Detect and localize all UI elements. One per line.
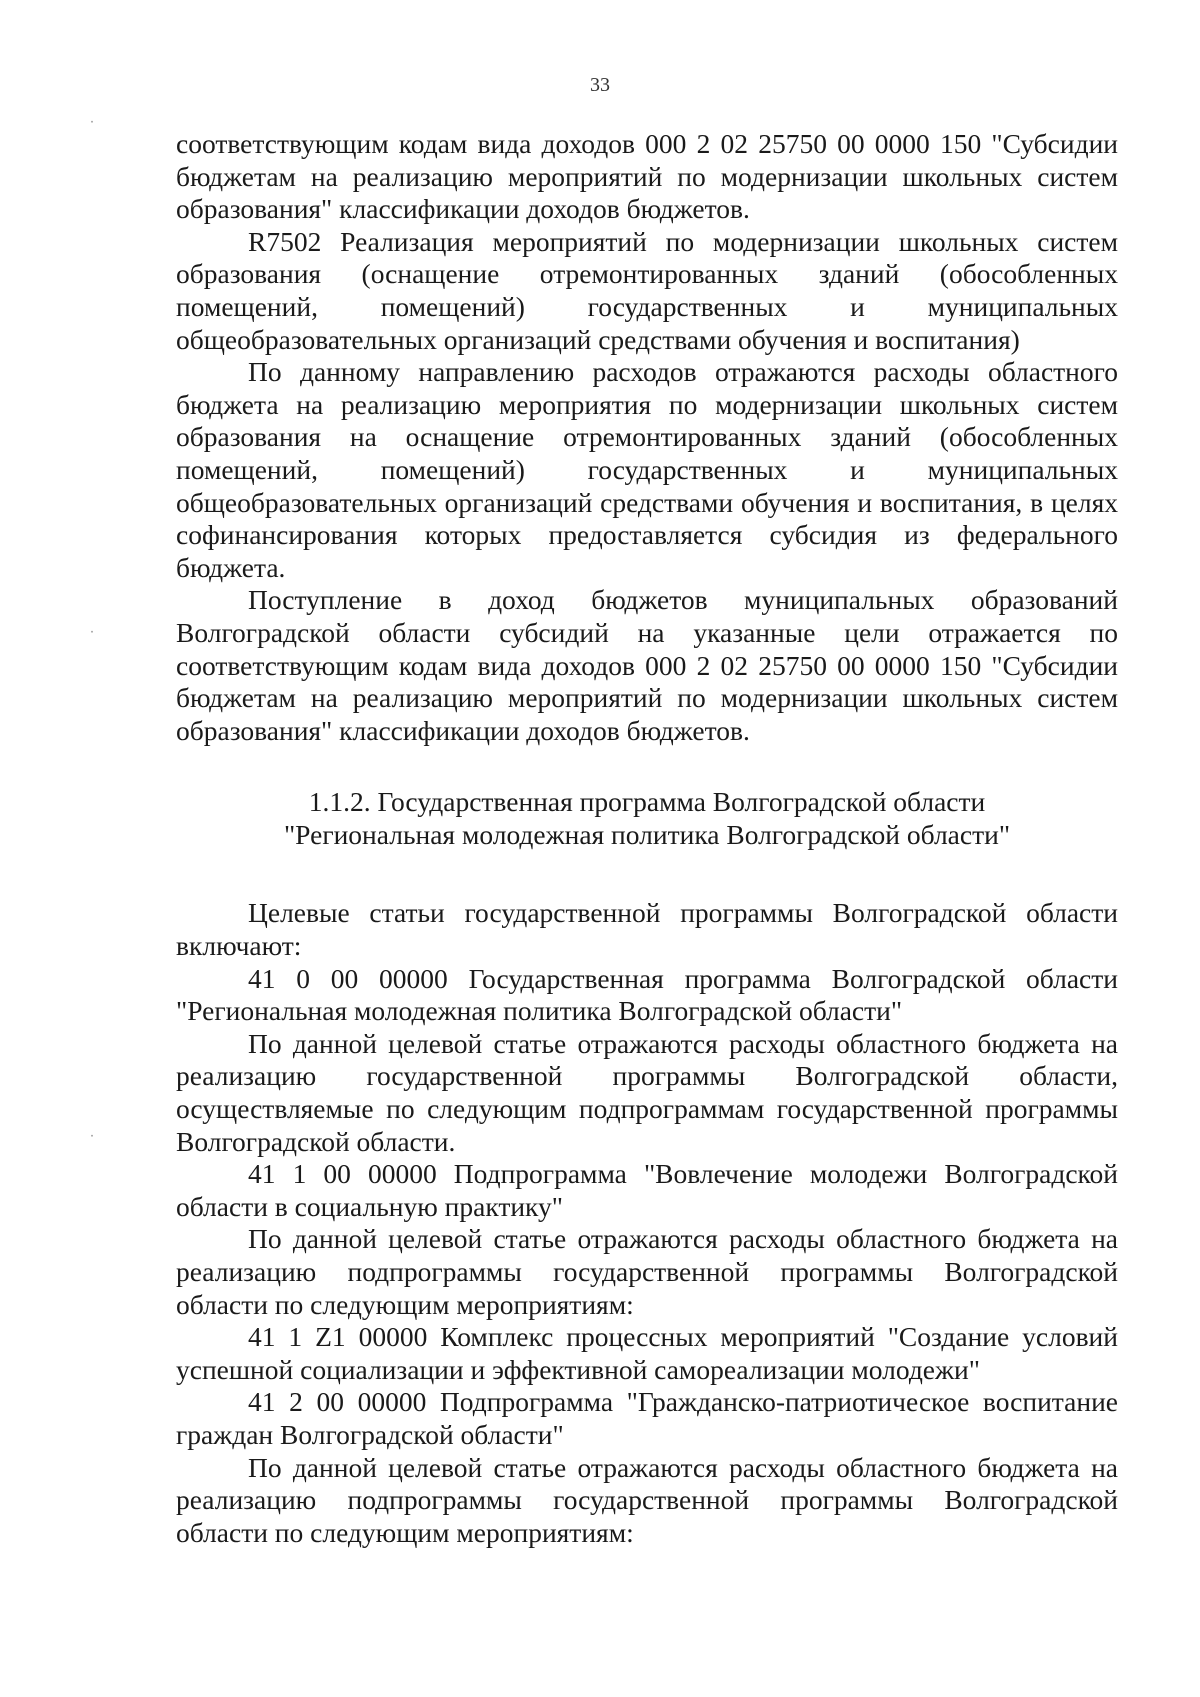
section-heading xyxy=(176,786,1118,851)
scan-artifact-mark: ˙ xyxy=(88,628,96,647)
body-paragraph: соответствующим кодам вида доходов 000 2 02 25750 00 0000 150 "Субсидии бюджетам на реализацию мероприятий по модернизации школьных систем образования" классификации доходов бюджетов. xyxy=(176,128,1118,225)
section-heading-line: 1.1.2. Государственная программа Волгоградской области xyxy=(308,786,986,818)
body-paragraph: По данной целевой статье отражаются расходы областного бюджета на реализацию подпрограммы государственной программы Волгоградской области по следующим мероприятиям: xyxy=(176,1451,1118,1548)
page-number: 33 xyxy=(590,74,610,96)
body-paragraph: R7502 Реализация мероприятий по модернизации школьных систем образования (оснащение отремонтированных зданий (обособленных помещений, помещений) государственных и муниципальных общеобразовательных организаций средствами обучения и воспитания) xyxy=(176,225,1118,355)
document-body xyxy=(176,128,1118,1549)
body-paragraph: По данному направлению расходов отражаются расходы областного бюджета на реализацию мероприятия по модернизации школьных систем образования на оснащение отремонтированных зданий (обособленных помещений, помещений) государственных и муниципальных общеобразовательных организаций средствами обучения и воспитания, в целях софинансирования которых предоставляется субсидия из федерального бюджета. xyxy=(176,356,1118,583)
body-paragraph: 41 1 Z1 00000 Комплекс процессных мероприятий "Создание условий успешной социализации и эффективной самореализации молодежи" xyxy=(176,1321,1118,1385)
body-paragraph: 41 0 00 00000 Государственная программа Волгоградской области "Региональная молодежная политика Волгоградской области" xyxy=(176,962,1118,1027)
scan-artifact-mark: ˙ xyxy=(88,1132,96,1151)
body-paragraph: 41 2 00 00000 Подпрограмма "Гражданско-патриотическое воспитание граждан Волгоградской области" xyxy=(176,1386,1118,1450)
scan-artifact-mark: ˙ xyxy=(88,118,96,137)
body-paragraph: По данной целевой статье отражаются расходы областного бюджета на реализацию государственной программы Волгоградской области, осуществляемые по следующим подпрограммам государственной программы Волгоградской области. xyxy=(176,1027,1118,1157)
body-paragraph: Поступление в доход бюджетов муниципальных образований Волгоградской области субсидий на указанные цели отражается по соответствующим кодам вида доходов 000 2 02 25750 00 0000 150 "Субсидии бюджетам на реализацию мероприятий по модернизации школьных систем образования" классификации доходов бюджетов. xyxy=(176,584,1118,746)
section-heading-line: "Региональная молодежная политика Волгоградской области" xyxy=(283,818,1011,850)
body-paragraph: Целевые статьи государственной программы Волгоградской области включают: xyxy=(176,897,1118,962)
body-paragraph: По данной целевой статье отражаются расходы областного бюджета на реализацию подпрограммы государственной программы Волгоградской области по следующим мероприятиям: xyxy=(176,1223,1118,1320)
body-paragraph: 41 1 00 00000 Подпрограмма "Вовлечение молодежи Волгоградской области в социальную практику" xyxy=(176,1158,1118,1222)
